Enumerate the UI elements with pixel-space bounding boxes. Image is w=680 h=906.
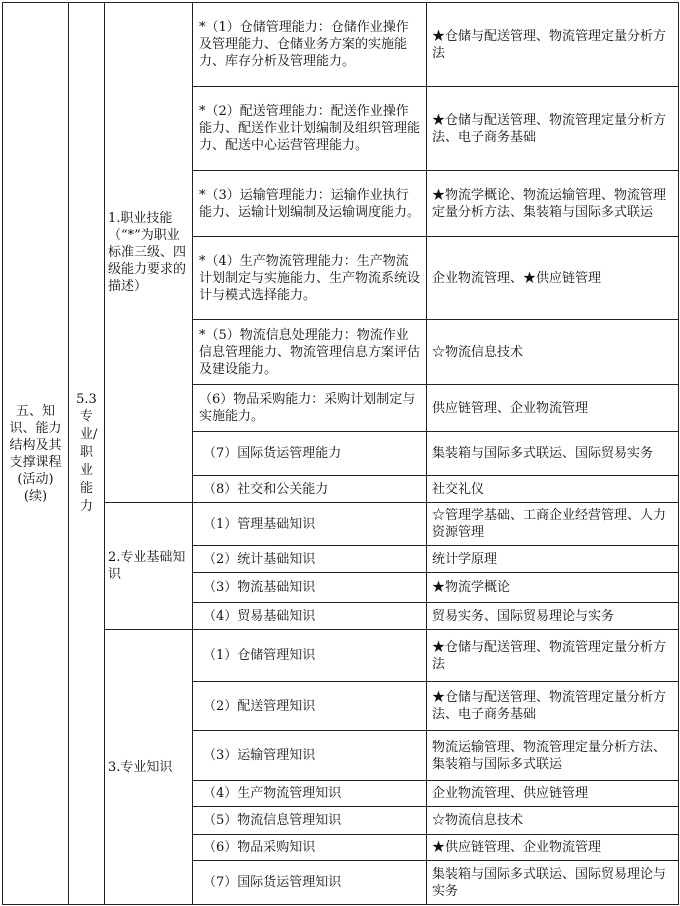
knowledge-item: （3）运输管理知识	[193, 731, 427, 781]
course-list: 供应链管理、企业物流管理	[427, 385, 679, 432]
course-list: ★仓储与配送管理、物流管理定量分析方法、电子商务基础	[427, 682, 679, 731]
ability-item: *（1）仓储管理能力：仓储作业操作及管理能力、仓储业务方案的实施能力、库存分析及管理能力。	[193, 3, 427, 87]
course-list: 集装箱与国际多式联运、国际贸易实务	[427, 432, 679, 476]
knowledge-item: （1）仓储管理知识	[193, 630, 427, 682]
group-label: 1.职业技能（“*”为职业标准三级、四级能力要求的描述）	[108, 211, 187, 294]
knowledge-item: （2）配送管理知识	[193, 682, 427, 731]
group-label-cell	[105, 3, 193, 503]
ability-item: *（5）物流信息处理能力：物流作业信息管理能力、物流管理信息方案评估及建设能力。	[193, 320, 427, 385]
course-list: ★仓储与配送管理、物流管理定量分析方法	[427, 630, 679, 682]
section-heading-cell	[3, 3, 69, 905]
group-label-cell	[105, 630, 193, 905]
course-list: ★物流学概论	[427, 573, 679, 603]
course-list: ★仓储与配送管理、物流管理定量分析方法	[427, 3, 679, 87]
knowledge-item: （4）贸易基础知识	[193, 603, 427, 630]
knowledge-item: （1）管理基础知识	[193, 503, 427, 546]
knowledge-item: （4）生产物流管理知识	[193, 781, 427, 807]
ability-item: （7）国际货运管理能力	[193, 432, 427, 476]
knowledge-item: （7）国际货运管理知识	[193, 861, 427, 905]
course-list: ★物流学概论、物流运输管理、物流管理定量分析方法、集装箱与国际多式联运	[427, 171, 679, 237]
ability-item: （6）物品采购能力：采购计划制定与实施能力。	[193, 385, 427, 432]
knowledge-item: （2）统计基础知识	[193, 546, 427, 573]
ability-item: *（4）生产物流管理能力：生产物流计划制定与实施能力、生产物流系统设计与模式选择能力。	[193, 237, 427, 320]
ability-item: *（2）配送管理能力：配送作业操作能力、配送作业计划编制及组织管理能力、配送中心运营管理能力。	[193, 87, 427, 171]
subsection-title: 专业/职业能力	[80, 409, 98, 514]
subsection-number: 5.3	[76, 392, 97, 407]
group-label-cell	[105, 503, 193, 630]
ability-item: *（3）运输管理能力：运输作业执行能力、运输计划编制及运输调度能力。	[193, 171, 427, 237]
curriculum-table	[2, 2, 679, 905]
course-list: ☆物流信息技术	[427, 807, 679, 835]
course-list: 贸易实务、国际贸易理论与实务	[427, 603, 679, 630]
subsection-cell	[69, 3, 105, 905]
course-list: ★供应链管理、企业物流管理	[427, 835, 679, 861]
course-list: 物流运输管理、物流管理定量分析方法、集装箱与国际多式联运	[427, 731, 679, 781]
course-list: 集装箱与国际多式联运、国际贸易理论与实务	[427, 861, 679, 905]
knowledge-item: （6）物品采购知识	[193, 835, 427, 861]
group-label: 3.专业知识	[108, 759, 173, 775]
knowledge-item: （5）物流信息管理知识	[193, 807, 427, 835]
course-list: ☆管理学基础、工商企业经营管理、人力资源管理	[427, 503, 679, 546]
ability-item: （8）社交和公关能力	[193, 476, 427, 503]
course-list: ★仓储与配送管理、物流管理定量分析方法、电子商务基础	[427, 87, 679, 171]
section-heading: 五、知识、能力结构及其支撑课程(活动)(续)	[9, 403, 62, 504]
course-list: 统计学原理	[427, 546, 679, 573]
course-list: 企业物流管理、★供应链管理	[427, 237, 679, 320]
group-label: 2.专业基础知识	[108, 550, 186, 582]
course-list: ☆物流信息技术	[427, 320, 679, 385]
course-list: 社交礼仪	[427, 476, 679, 503]
course-list: 企业物流管理、供应链管理	[427, 781, 679, 807]
knowledge-item: （3）物流基础知识	[193, 573, 427, 603]
